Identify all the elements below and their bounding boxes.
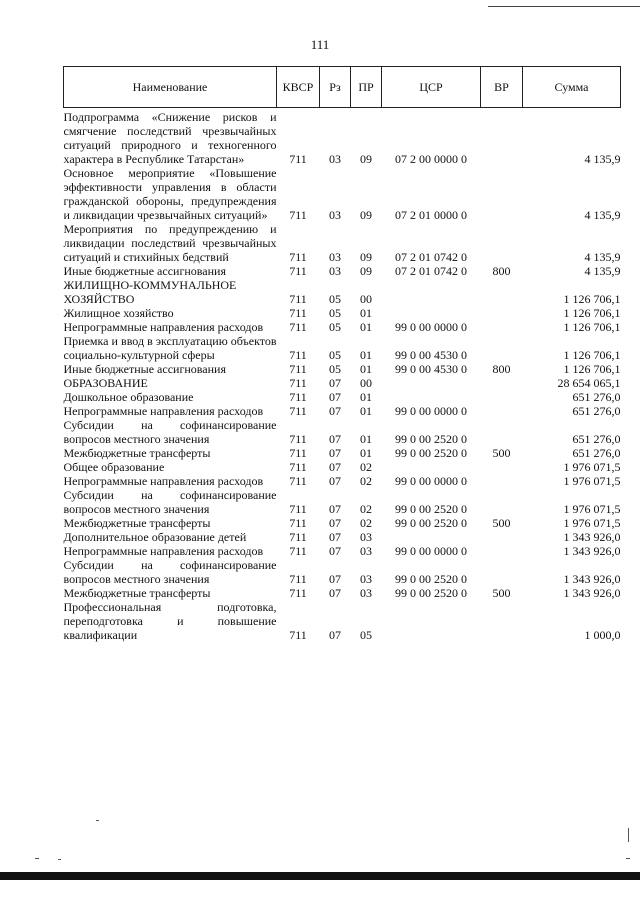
table-row	[64, 474, 621, 488]
row-pr: 09	[360, 208, 372, 222]
row-vr: 800	[492, 362, 511, 376]
row-name-text: Непрограммные направления расходов	[63, 320, 264, 334]
row-rz: 07	[329, 530, 341, 544]
row-sum: 1 126 706,1	[563, 306, 621, 320]
row-name	[64, 222, 277, 264]
row-name	[64, 320, 277, 334]
row-pr: 02	[360, 460, 372, 474]
row-vr	[481, 418, 523, 446]
table-row	[64, 558, 621, 586]
row-name-text: Подпрограмма «Снижение рисков и смягчение последствий чрезвычайных ситуаций природного и техногенного характера в Республике Татарстан»	[63, 110, 277, 166]
row-name-text: Жилищное хозяйство	[63, 306, 174, 320]
row-vr	[481, 222, 523, 264]
row-sum: 1 976 071,5	[563, 460, 621, 474]
row-rz: 07	[329, 460, 341, 474]
header-name: Наименование	[64, 67, 277, 108]
table-row	[64, 530, 621, 544]
row-kvsr: 711	[289, 516, 307, 530]
row-sum: 1 976 071,5	[563, 502, 621, 516]
row-pr: 02	[360, 474, 372, 488]
row-sum: 4 135,9	[584, 264, 621, 278]
row-name	[64, 278, 277, 306]
table-row	[64, 278, 621, 306]
scan-speck	[96, 820, 99, 821]
row-pr: 01	[360, 446, 372, 460]
row-name	[64, 264, 277, 278]
row-vr	[481, 558, 523, 586]
row-sum: 1 343 926,0	[563, 544, 621, 558]
table-row	[64, 544, 621, 558]
row-pr: 03	[360, 586, 372, 600]
table-row	[64, 418, 621, 446]
row-rz: 07	[329, 404, 341, 418]
row-kvsr: 711	[289, 460, 307, 474]
row-kvsr: 711	[289, 446, 307, 460]
row-name-text: Приемка и ввод в эксплуатацию объектов социально-культурной сферы	[63, 334, 277, 362]
table-row	[64, 108, 621, 167]
row-rz: 07	[329, 474, 341, 488]
row-vr: 800	[492, 264, 511, 278]
row-name	[64, 530, 277, 544]
row-sum: 28 654 065,1	[557, 376, 621, 390]
table-row	[64, 376, 621, 390]
row-name	[64, 600, 277, 642]
row-rz: 07	[329, 544, 341, 558]
row-vr: 500	[492, 516, 511, 530]
row-name-text: Непрограммные направления расходов	[63, 404, 264, 418]
row-rz: 07	[329, 502, 341, 516]
row-rz: 05	[329, 348, 341, 362]
row-sum: 1 126 706,1	[563, 348, 621, 362]
row-vr	[481, 108, 523, 167]
row-name	[64, 446, 277, 460]
row-vr	[481, 460, 523, 474]
row-pr: 09	[360, 250, 372, 264]
row-name-text: Субсидии на софинансирование вопросов местного значения	[63, 558, 277, 586]
row-kvsr: 711	[289, 474, 307, 488]
scan-speck	[58, 859, 61, 860]
row-kvsr: 711	[289, 264, 307, 278]
row-name	[64, 362, 277, 376]
table-row	[64, 306, 621, 320]
row-kvsr: 711	[289, 544, 307, 558]
row-pr: 05	[360, 628, 372, 642]
row-kvsr: 711	[289, 348, 307, 362]
row-kvsr: 711	[289, 250, 307, 264]
scan-speck	[35, 858, 39, 859]
row-name	[64, 418, 277, 446]
row-name-text: Субсидии на софинансирование вопросов местного значения	[63, 418, 277, 446]
header-sum: Сумма	[523, 67, 621, 108]
row-kvsr: 711	[289, 376, 307, 390]
row-rz: 05	[329, 362, 341, 376]
row-sum: 651 276,0	[572, 446, 621, 460]
row-vr	[481, 530, 523, 544]
row-sum: 1 126 706,1	[563, 320, 621, 334]
row-name	[64, 306, 277, 320]
row-sum: 651 276,0	[572, 432, 621, 446]
row-vr	[481, 306, 523, 320]
row-rz: 05	[329, 320, 341, 334]
row-name-text: Непрограммные направления расходов	[63, 544, 264, 558]
row-name-text: Общее образование	[63, 460, 165, 474]
table-row	[64, 516, 621, 530]
row-vr	[481, 334, 523, 362]
row-csr	[382, 376, 481, 390]
row-name-text: Дополнительное образование детей	[63, 530, 247, 544]
row-csr: 99 0 00 4530 0	[395, 348, 467, 362]
row-pr: 00	[360, 292, 372, 306]
row-name-text: Дошкольное образование	[63, 390, 194, 404]
row-kvsr: 711	[289, 306, 307, 320]
row-name	[64, 390, 277, 404]
row-pr: 01	[360, 306, 372, 320]
row-pr: 09	[360, 152, 372, 166]
row-kvsr: 711	[289, 530, 307, 544]
row-sum: 1 976 071,5	[563, 516, 621, 530]
row-vr	[481, 376, 523, 390]
row-name	[64, 516, 277, 530]
row-kvsr: 711	[289, 390, 307, 404]
table-row	[64, 166, 621, 222]
row-name-text: Иные бюджетные ассигнования	[63, 362, 226, 376]
bottom-scan-border	[0, 872, 640, 880]
row-sum: 4 135,9	[584, 250, 621, 264]
row-name-text: Межбюджетные трансферты	[63, 516, 211, 530]
row-name-text: ЖИЛИЩНО-КОММУНАЛЬНОЕ ХОЗЯЙСТВО	[63, 278, 237, 306]
row-csr: 07 2 01 0742 0	[395, 264, 467, 278]
row-kvsr: 711	[289, 208, 307, 222]
header-rz: Рз	[320, 67, 351, 108]
row-rz: 07	[329, 390, 341, 404]
row-csr: 99 0 00 0000 0	[395, 474, 467, 488]
row-vr	[481, 544, 523, 558]
row-kvsr: 711	[289, 404, 307, 418]
row-vr	[481, 390, 523, 404]
row-pr: 01	[360, 432, 372, 446]
row-csr	[382, 530, 481, 544]
row-sum: 1 343 926,0	[563, 530, 621, 544]
row-sum: 1 343 926,0	[563, 586, 621, 600]
row-vr	[481, 320, 523, 334]
row-pr: 02	[360, 502, 372, 516]
row-csr	[382, 390, 481, 404]
row-pr: 01	[360, 390, 372, 404]
row-name	[64, 166, 277, 222]
row-csr: 99 0 00 0000 0	[395, 320, 467, 334]
row-rz: 03	[329, 250, 341, 264]
row-csr	[382, 306, 481, 320]
row-vr	[481, 166, 523, 222]
row-csr: 99 0 00 2520 0	[395, 432, 467, 446]
header-vr: ВР	[481, 67, 523, 108]
row-name	[64, 460, 277, 474]
row-pr: 01	[360, 320, 372, 334]
row-rz: 07	[329, 432, 341, 446]
table-row	[64, 446, 621, 460]
row-sum: 1 343 926,0	[563, 572, 621, 586]
table-row	[64, 600, 621, 642]
row-kvsr: 711	[289, 152, 307, 166]
row-csr: 99 0 00 2520 0	[395, 572, 467, 586]
page-number: 111	[310, 37, 330, 52]
row-sum: 4 135,9	[584, 208, 621, 222]
header-pr: ПР	[351, 67, 382, 108]
row-rz: 07	[329, 376, 341, 390]
row-kvsr: 711	[289, 586, 307, 600]
row-rz: 07	[329, 572, 341, 586]
row-csr: 99 0 00 2520 0	[395, 586, 467, 600]
table-row	[64, 460, 621, 474]
table-row	[64, 488, 621, 516]
table-row	[64, 362, 621, 376]
row-vr	[481, 600, 523, 642]
row-kvsr: 711	[289, 628, 307, 642]
row-sum: 651 276,0	[572, 404, 621, 418]
table-row	[64, 320, 621, 334]
row-rz: 07	[329, 446, 341, 460]
row-name-text: Мероприятия по предупреждению и ликвидации последствий чрезвычайных ситуаций и стихийных бедствий	[63, 222, 277, 264]
row-rz: 07	[329, 628, 341, 642]
table-row	[64, 586, 621, 600]
row-kvsr: 711	[289, 432, 307, 446]
row-rz: 05	[329, 306, 341, 320]
row-vr	[481, 474, 523, 488]
budget-table	[63, 66, 621, 642]
row-kvsr: 711	[289, 320, 307, 334]
header-kvsr: КВСР	[277, 67, 320, 108]
row-csr: 07 2 01 0000 0	[395, 208, 467, 222]
row-rz: 05	[329, 292, 341, 306]
row-vr	[481, 404, 523, 418]
row-csr	[382, 600, 481, 642]
row-csr: 99 0 00 2520 0	[395, 516, 467, 530]
table-row	[64, 334, 621, 362]
row-name	[64, 108, 277, 167]
row-csr	[382, 278, 481, 306]
row-vr	[481, 488, 523, 516]
row-vr: 500	[492, 446, 511, 460]
row-name	[64, 404, 277, 418]
row-name-text: Профессиональная подготовка, переподготовка и повышение квалификации	[63, 600, 277, 642]
row-rz: 03	[329, 264, 341, 278]
row-vr: 500	[492, 586, 511, 600]
row-rz: 07	[329, 586, 341, 600]
row-vr	[481, 278, 523, 306]
table-row	[64, 222, 621, 264]
row-name	[64, 474, 277, 488]
row-csr: 99 0 00 2520 0	[395, 502, 467, 516]
row-pr: 01	[360, 404, 372, 418]
row-pr: 01	[360, 348, 372, 362]
row-kvsr: 711	[289, 292, 307, 306]
row-csr	[382, 460, 481, 474]
row-name	[64, 586, 277, 600]
row-sum: 1 126 706,1	[563, 292, 621, 306]
row-rz: 07	[329, 516, 341, 530]
table-body	[64, 108, 621, 643]
row-name	[64, 376, 277, 390]
row-sum: 4 135,9	[584, 152, 621, 166]
row-name	[64, 558, 277, 586]
row-rz: 03	[329, 152, 341, 166]
row-name-text: Непрограммные направления расходов	[63, 474, 264, 488]
row-pr: 09	[360, 264, 372, 278]
row-name-text: Межбюджетные трансферты	[63, 446, 211, 460]
row-name	[64, 544, 277, 558]
row-pr: 03	[360, 530, 372, 544]
row-pr: 01	[360, 362, 372, 376]
row-name-text: Иные бюджетные ассигнования	[63, 264, 226, 278]
row-sum: 651 276,0	[572, 390, 621, 404]
table-row	[64, 264, 621, 278]
row-name-text: Межбюджетные трансферты	[63, 586, 211, 600]
row-kvsr: 711	[289, 572, 307, 586]
header-csr: ЦСР	[382, 67, 481, 108]
row-kvsr: 711	[289, 362, 307, 376]
row-csr: 99 0 00 2520 0	[395, 446, 467, 460]
row-kvsr: 711	[289, 502, 307, 516]
row-name	[64, 488, 277, 516]
table-row	[64, 390, 621, 404]
row-csr: 07 2 00 0000 0	[395, 152, 467, 166]
table-header-row	[64, 67, 621, 108]
scan-speck	[626, 858, 630, 859]
row-sum: 1 976 071,5	[563, 474, 621, 488]
scan-speck	[628, 828, 629, 842]
row-csr: 99 0 00 0000 0	[395, 544, 467, 558]
row-sum: 1 126 706,1	[563, 362, 621, 376]
row-name-text: Основное мероприятие «Повышение эффективности управления в области гражданской обороны, предупреждения и ликвидации чрезвычайных ситуаций»	[63, 166, 277, 222]
row-name-text: ОБРАЗОВАНИЕ	[63, 376, 148, 390]
row-pr: 03	[360, 544, 372, 558]
row-name	[64, 334, 277, 362]
row-csr: 07 2 01 0742 0	[395, 250, 467, 264]
row-rz: 03	[329, 208, 341, 222]
row-csr: 99 0 00 0000 0	[395, 404, 467, 418]
row-csr: 99 0 00 4530 0	[395, 362, 467, 376]
row-pr: 03	[360, 572, 372, 586]
row-sum: 1 000,0	[584, 628, 621, 642]
top-rule	[488, 6, 640, 7]
row-name-text: Субсидии на софинансирование вопросов местного значения	[63, 488, 277, 516]
table-row	[64, 404, 621, 418]
row-pr: 00	[360, 376, 372, 390]
row-pr: 02	[360, 516, 372, 530]
